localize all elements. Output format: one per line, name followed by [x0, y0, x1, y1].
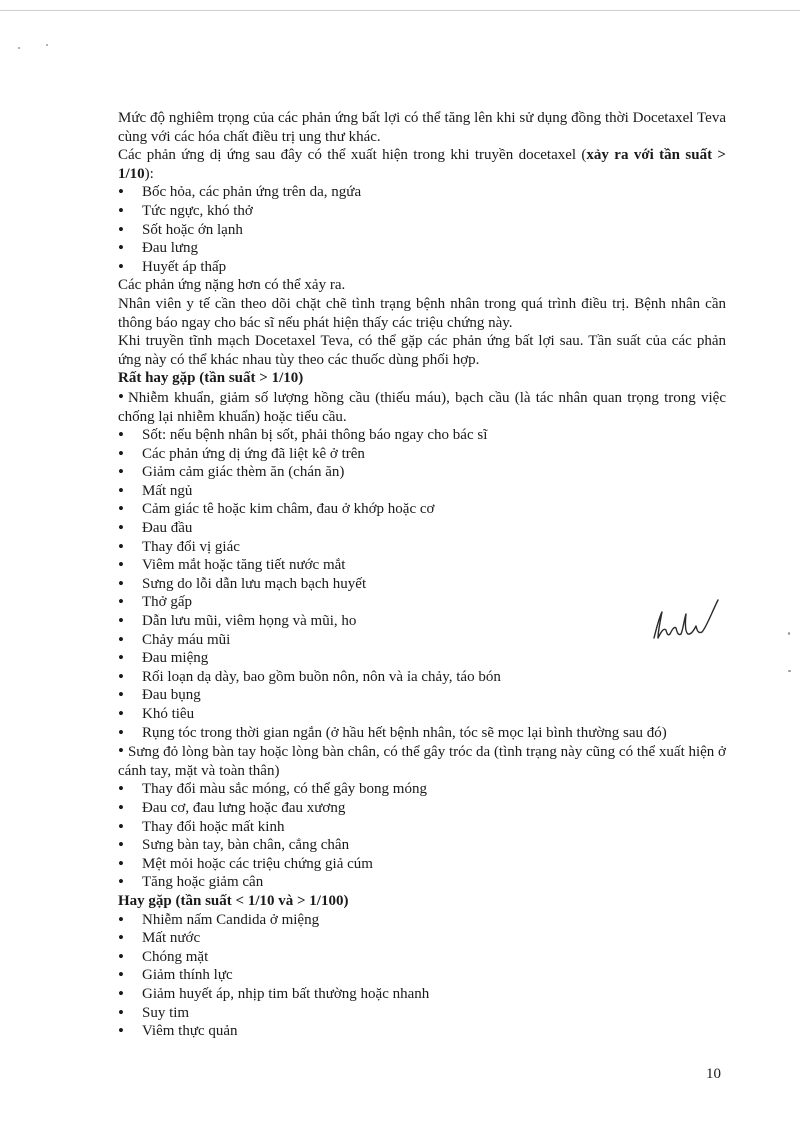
very-common-list-continued: [118, 780, 726, 892]
allergy-frequency: xảy ra với tần suất > 1/10: [118, 147, 726, 182]
list-item: • Cảm giác tê hoặc kim châm, đau ở khớp hoặc cơ: [118, 500, 726, 519]
list-item: • Rụng tóc trong thời gian ngắn (ở hầu hết bệnh nhân, tóc sẽ mọc lại bình thường sau đó): [118, 724, 726, 743]
paragraph-severity: Mức độ nghiêm trọng của các phản ứng bất lợi có thể tăng lên khi sử dụng đồng thời Docetaxel Teva cùng với các hóa chất điều trị ung thư khác.: [118, 110, 726, 145]
scan-edge-line: [0, 10, 800, 11]
list-item: • Nhiễm nấm Candida ở miệng: [118, 911, 726, 930]
scan-speck: [788, 670, 791, 672]
list-item: • Khó tiêu: [118, 705, 726, 724]
allergy-intro-tail: ):: [144, 165, 154, 182]
list-item-text: Sưng đỏ lòng bàn tay hoặc lòng bàn chân, có thể gây tróc da (tình trạng này cũng có thể xuất hiện ở cánh tay, mặt và toàn thân): [118, 744, 726, 779]
list-item: • Viêm thực quản: [118, 1022, 726, 1041]
list-item: • Thay đổi vị giác: [118, 538, 726, 557]
list-item-text: Nhiễm khuẩn, giảm số lượng hồng cầu (thiếu máu), bạch cầu (là tác nhân quan trọng trong việc chống lại nhiễm khuẩn) hoặc tiểu cầu.: [118, 389, 726, 425]
list-item: • Thay đổi màu sắc móng, có thể gây bong móng: [118, 780, 726, 799]
list-item: • Sốt hoặc ớn lạnh: [118, 221, 726, 240]
scan-speck: [46, 44, 48, 46]
bullet-icon: •: [118, 741, 124, 761]
allergy-list: [118, 183, 726, 276]
list-item: • Đau bụng: [118, 686, 726, 705]
list-item: • Giảm cảm giác thèm ăn (chán ăn): [118, 463, 726, 482]
scan-speck: [788, 632, 790, 635]
list-item: • Mất ngủ: [118, 482, 726, 501]
list-item: • Rối loạn dạ dày, bao gồm buồn nôn, nôn và ỉa chảy, táo bón: [118, 668, 726, 687]
list-item: • Tức ngực, khó thở: [118, 202, 726, 221]
list-item: • Bốc hỏa, các phản ứng trên da, ngứa: [118, 183, 726, 202]
list-item: • Đau miệng: [118, 649, 726, 668]
scan-speck: [18, 47, 20, 49]
list-item: • Mất nước: [118, 929, 726, 948]
list-item: • Thở gấp: [118, 593, 726, 612]
list-item: • Sốt: nếu bệnh nhân bị sốt, phải thông báo ngay cho bác sĩ: [118, 426, 726, 445]
very-common-list: [118, 426, 726, 742]
list-item: • Đau lưng: [118, 239, 726, 258]
bullet-icon: •: [118, 386, 124, 406]
list-item: • Dẫn lưu mũi, viêm họng và mũi, ho: [118, 612, 726, 631]
paragraph-monitoring: Nhân viên y tế cần theo dõi chặt chẽ tình trạng bệnh nhân trong quá trình điều trị. Bệnh nhân cần thông báo ngay cho bác sĩ nếu phát hiện thấy các triệu chứng này.: [118, 295, 726, 331]
paragraph-iv-effects: Khi truyền tĩnh mạch Docetaxel Teva, có thể gặp các phản ứng bất lợi sau. Tần suất của các phản ứng này có thể khác nhau tùy theo các thuốc dùng phối hợp.: [118, 333, 726, 368]
list-item: • Viêm mắt hoặc tăng tiết nước mắt: [118, 556, 726, 575]
handwritten-signature: [650, 590, 720, 650]
list-item: • Sưng do lỗi dẫn lưu mạch bạch huyết: [118, 575, 726, 594]
list-item: • Giảm huyết áp, nhịp tim bất thường hoặc nhanh: [118, 985, 726, 1004]
list-item: • Sưng bàn tay, bàn chân, cẳng chân: [118, 836, 726, 855]
paragraph-allergy-intro: [118, 146, 726, 183]
list-item: • Huyết áp thấp: [118, 258, 726, 277]
list-item: • Thay đổi hoặc mất kinh: [118, 818, 726, 837]
common-list: [118, 911, 726, 1041]
list-item: • Giảm thính lực: [118, 966, 726, 985]
heading-common: Hay gặp (tần suất < 1/10 và > 1/100): [118, 892, 349, 909]
list-item: • Đau đầu: [118, 519, 726, 538]
list-item: • Suy tim: [118, 1004, 726, 1023]
list-item-infection: [118, 388, 726, 426]
list-item: • Tăng hoặc giảm cân: [118, 873, 726, 892]
list-item: • Mệt mỏi hoặc các triệu chứng giả cúm: [118, 855, 726, 874]
heading-very-common: Rất hay gặp (tần suất > 1/10): [118, 370, 304, 387]
document-body: [118, 109, 726, 1041]
list-item: • Các phản ứng dị ứng đã liệt kê ở trên: [118, 445, 726, 464]
list-item-hand-foot: [118, 742, 726, 780]
allergy-intro-text: Các phản ứng dị ứng sau đây có thể xuất hiện trong khi truyền docetaxel (: [118, 147, 587, 164]
paragraph-severe: Các phản ứng nặng hơn có thể xảy ra.: [118, 277, 346, 294]
list-item: • Đau cơ, đau lưng hoặc đau xương: [118, 799, 726, 818]
page-number: 10: [706, 1066, 721, 1082]
list-item: • Chảy máu mũi: [118, 631, 726, 650]
list-item: • Chóng mặt: [118, 948, 726, 967]
